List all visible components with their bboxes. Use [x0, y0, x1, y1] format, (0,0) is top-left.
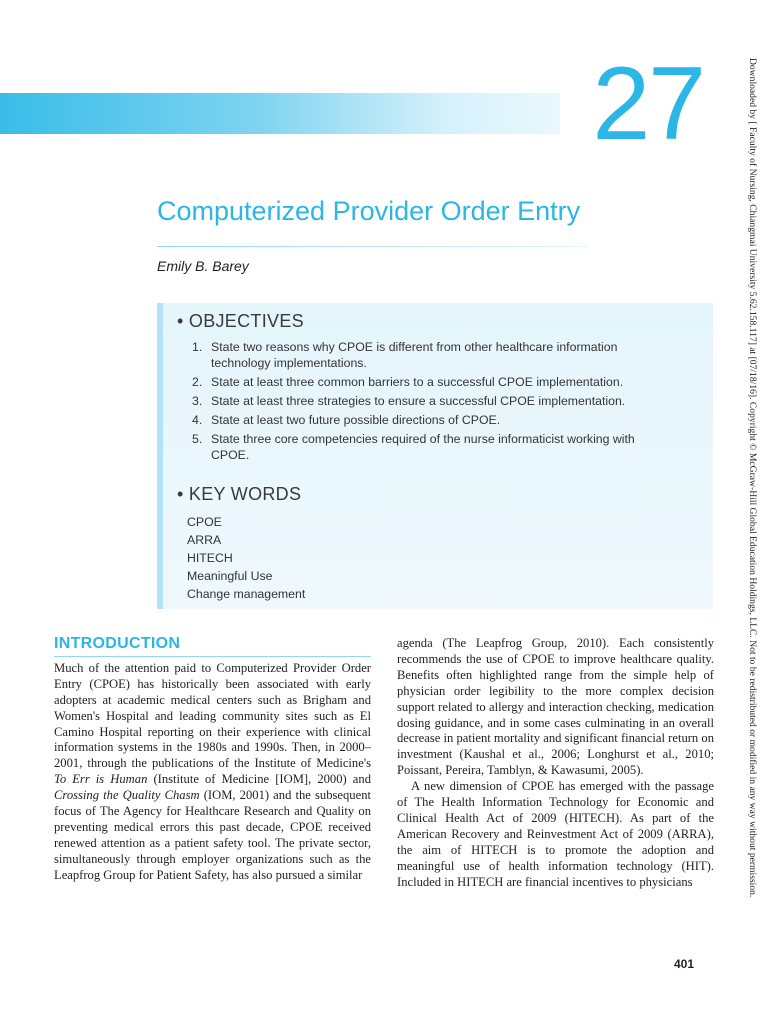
paragraph-text: (Institute of Medicine [IOM], 2000) and — [147, 772, 371, 787]
keyword-item: HITECH — [187, 551, 233, 565]
chapter-number: 27 — [592, 46, 704, 162]
author-name: Emily B. Barey — [157, 258, 249, 274]
keywords-list — [187, 513, 305, 603]
objectives-box — [157, 303, 713, 609]
book-title: Crossing the Quality Chasm — [54, 788, 200, 803]
keyword-item: CPOE — [187, 515, 222, 529]
keyword-item: Meaningful Use — [187, 569, 273, 583]
objective-number: 2. — [192, 375, 203, 389]
objective-item — [187, 431, 657, 463]
page-number: 401 — [674, 957, 695, 971]
objective-number: 1. — [192, 340, 203, 354]
keyword-item: Change management — [187, 587, 306, 601]
introduction-divider — [54, 656, 371, 657]
objective-text: State at least two future possible directions of CPOE. — [211, 413, 501, 427]
objective-number: 3. — [192, 394, 203, 408]
copyright-side-note: Downloaded by [ Faculty of Nursing, Chiangmai University 5.62.158.117] at [07/18/16]. Copyright © McGraw-Hill Global Education Holdings, LLC. Not to be redistributed or modified in any way without permission. — [747, 58, 758, 898]
objective-number: 5. — [192, 432, 203, 446]
paragraph-text: (IOM, 2001) and the subsequent focus of The Agency for Healthcare Research and Quality on preventing medical errors this past decade, CPOE received renewed attention as a patient safety tool. The private sector, simultaneously through employer organizations such as the Leapfrog Group for Patient Safety, has also pursued a similar — [54, 788, 371, 882]
paragraph-text: Much of the attention paid to Computerized Provider Order Entry (CPOE) has historically been associated with early adopters at academic medical centers such as Brigham and Women's Hospital and leading community sites such as El Camino Hospital reporting on their experience with clinical information systems in the 1980s and 1990s. Then, in 2000–2001, through the publications of the Institute of Medicine's — [54, 660, 371, 771]
keyword-item: ARRA — [187, 533, 222, 547]
objective-item — [187, 412, 657, 428]
introduction-paragraph-1 — [54, 661, 371, 884]
header-color-band — [0, 93, 560, 134]
objective-item — [187, 374, 657, 390]
introduction-heading: INTRODUCTION — [54, 635, 181, 652]
objective-text: State two reasons why CPOE is different from other healthcare information technology implementations. — [211, 340, 618, 370]
body-column-left — [54, 636, 371, 884]
objective-number: 4. — [192, 413, 203, 427]
book-title: To Err is Human — [54, 772, 148, 787]
keywords-heading: • KEY WORDS — [177, 484, 302, 504]
title-divider — [157, 246, 587, 247]
objective-item — [187, 393, 657, 409]
chapter-title: Computerized Provider Order Entry — [157, 196, 581, 226]
body-column-right — [397, 636, 714, 891]
introduction-paragraph-2: A new dimension of CPOE has emerged with the passage of The Health Information Technology for Economic and Clinical Health Act of 2009 (HITECH). As part of the American Recovery and Reinvestment Act of 2009 (ARRA), the aim of HITECH is to promote the adoption and meaningful use of health information technology (HIT). Included in HITECH are financial incentives to physicians — [397, 779, 714, 889]
objectives-heading: • OBJECTIVES — [177, 311, 304, 331]
objective-text: State at least three strategies to ensure a successful CPOE implementation. — [211, 394, 626, 408]
objective-text: State three core competencies required of the nurse informaticist working with CPOE. — [211, 432, 635, 462]
objective-text: State at least three common barriers to a successful CPOE implementation. — [211, 375, 624, 389]
objective-item — [187, 339, 657, 371]
objectives-list — [187, 339, 657, 466]
introduction-paragraph-1-continued: agenda (The Leapfrog Group, 2010). Each consistently recommends the use of CPOE to improve healthcare quality. Benefits often highlighted range from the simple help of physician order legibility to the more complex decision support related to allergy and interaction checking, medication dosing guidance, and in some cases culminating in an overall decrease in patient mortality and significant financial return on investment (Kaushal et al., 2006; Longhurst et al., 2010; Poissant, Pereira, Tamblyn, & Kawasumi, 2005). — [397, 636, 714, 778]
